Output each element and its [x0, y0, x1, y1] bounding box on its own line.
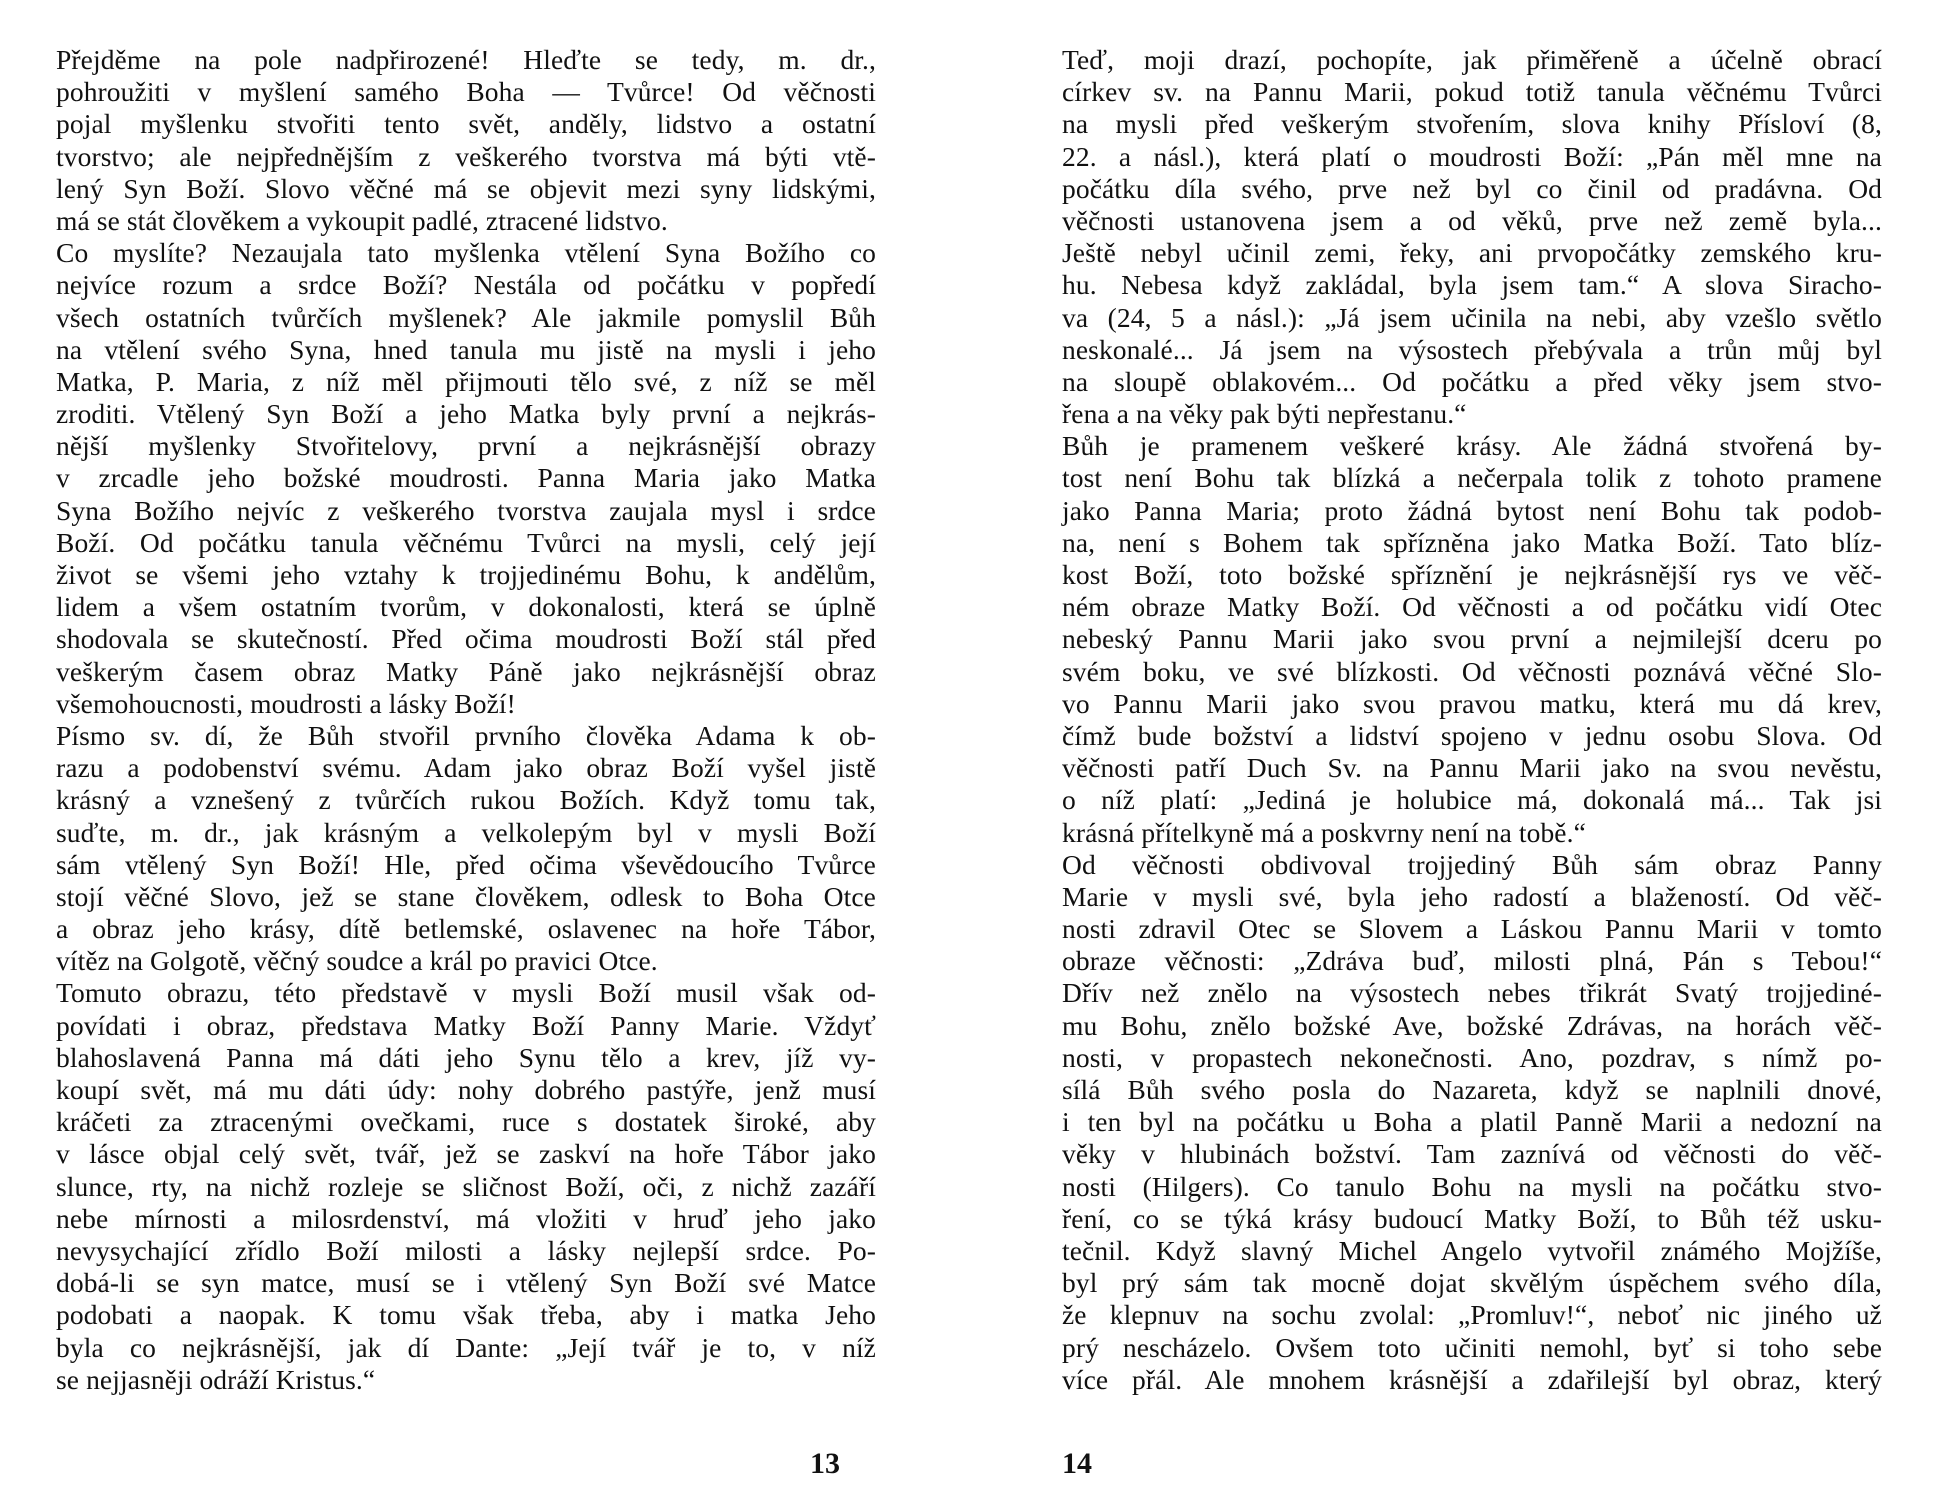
text-line: Přejděme na pole nadpřirozené! Hleďte se tedy, m. dr.,	[56, 44, 876, 75]
text-line: tvorstvo; ale nejpřednějším z veškerého tvorstva má býti vtě-	[56, 140, 876, 172]
text-line: Dřív než znělo na výsostech nebes třikrát Svatý trojjediné-	[1062, 977, 1882, 1009]
text-line: má se stát člověkem a vykoupit padlé, ztracené lidstvo.	[56, 204, 668, 236]
text-line: nebeský Pannu Marii jako svou první a nejmilejší dceru po	[1062, 623, 1882, 655]
left-page-number: 13	[810, 1447, 840, 1480]
text-line: suďte, m. dr., jak krásným a velkolepým byl v mysli Boží	[56, 816, 876, 848]
text-line: všemohoucnosti, moudrosti a lásky Boží!	[56, 687, 516, 719]
text-line: Tomuto obrazu, této představě v mysli Boží musil však od-	[56, 977, 876, 1009]
text-line: tečnil. Když slavný Michel Angelo vytvořil známého Mojžíše,	[1062, 1234, 1882, 1266]
text-line: zroditi. Vtělený Syn Boží a jeho Matka byly první a nejkrás-	[56, 398, 876, 430]
text-line: kost Boží, toto božské spříznění je nejkrásnější rys ve věč-	[1062, 559, 1882, 590]
text-line: Boží. Od počátku tanula věčnému Tvůrci na mysli, celý její	[56, 526, 876, 558]
text-line: lený Syn Boží. Slovo věčné má se objevit mezi syny lidskými,	[56, 172, 876, 204]
text-line: nejvíce rozum a srdce Boží? Nestála od počátku v popředí	[56, 269, 876, 301]
text-line: čímž bude božství a lidství spojeno v jednu osobu Slova. Od	[1062, 719, 1882, 751]
left-page-text	[56, 44, 876, 1396]
text-line: dobá-li se syn matce, musí se i vtělený Syn Boží své Matce	[56, 1267, 876, 1299]
text-line: v zrcadle jeho božské moudrosti. Panna Maria jako Matka	[56, 462, 876, 494]
text-line: ření, co se týká krásy budoucí Matky Boží, to Bůh též usku-	[1062, 1202, 1882, 1234]
text-line: krásná přítelkyně má a poskvrny není na tobě.“	[1062, 816, 1586, 848]
text-line: že klepnuv na sochu zvolal: „Promluv!“, neboť nic jiného už	[1062, 1299, 1882, 1331]
text-line: nebe mírnosti a milosrdenství, má vložiti v hruď jeho jako	[56, 1202, 876, 1234]
text-line: va (24, 5 a násl.): „Já jsem učinila na nebi, aby vzešlo světlo	[1062, 301, 1882, 333]
text-line: nější myšlenky Stvořitelovy, první a nejkrásnější obrazy	[56, 430, 876, 462]
right-page	[1000, 0, 1900, 1500]
text-line: lidem a všem ostatním tvorům, v dokonalosti, která se úplně	[56, 591, 876, 623]
text-line: 22. a násl.), která platí o moudrosti Boží: „Pán měl mne na	[1062, 140, 1882, 172]
text-line: slunce, rty, na nichž rozleje se sličnost Boží, oči, z nichž zazáří	[56, 1170, 876, 1202]
text-line: na mysli před veškerým stvořením, slova knihy Přísloví (8,	[1062, 108, 1882, 140]
text-line: hu. Nebesa když zakládal, byla jsem tam.“ A slova Siracho-	[1062, 269, 1882, 301]
text-line: kráčeti za ztracenými ovečkami, ruce s dostatek široké, aby	[56, 1106, 876, 1138]
text-line: na vtělení svého Syna, hned tanula mu jistě na mysli i jeho	[56, 333, 876, 365]
text-line: koupí svět, má mu dáti údy: nohy dobrého pastýře, jenž musí	[56, 1074, 876, 1105]
text-line: obraze věčnosti: „Zdráva buď, milosti plná, Pán s Tebou!“	[1062, 945, 1882, 977]
text-line: Syna Božího nejvíc z veškerého tvorstva zaujala mysl i srdce	[56, 494, 876, 526]
text-line: mu Bohu, znělo božské Ave, božské Zdrávas, na horách věč-	[1062, 1009, 1882, 1041]
text-line: i ten byl na počátku u Boha a platil Panně Marii a nedozní na	[1062, 1106, 1882, 1138]
text-line: shodovala se skutečností. Před očima moudrosti Boží stál před	[56, 623, 876, 655]
text-line: svém boku, ve své blízkosti. Od věčnosti poznává věčné Slo-	[1062, 655, 1882, 687]
right-page-text	[1062, 44, 1882, 1396]
text-line: Písmo sv. dí, že Bůh stvořil prvního člověka Adama k ob-	[56, 719, 876, 751]
text-line: počátku díla svého, prve než byl co činil od pradávna. Od	[1062, 172, 1882, 204]
text-line: byla co nejkrásnější, jak dí Dante: „Její tvář je to, v níž	[56, 1331, 876, 1363]
text-line: povídati i obraz, představa Matky Boží Panny Marie. Vždyť	[56, 1009, 876, 1041]
text-line: více přál. Ale mnohem krásnější a zdařilejší byl obraz, který	[1062, 1363, 1882, 1395]
text-line: podobati a naopak. K tomu však třeba, aby i matka Jeho	[56, 1299, 876, 1331]
text-line: v lásce objal celý svět, tvář, jež se zaskví na hoře Tábor jako	[56, 1138, 876, 1170]
text-line: a obraz jeho krásy, dítě betlemské, oslavenec na hoře Tábor,	[56, 913, 876, 945]
text-line: prý nescházelo. Ovšem toto učiniti nemohl, byť si toho sebe	[1062, 1331, 1882, 1363]
text-line: pojal myšlenku stvořiti tento svět, anděly, lidstvo a ostatní	[56, 108, 876, 140]
text-line: jako Panna Maria; proto žádná bytost není Bohu tak podob-	[1062, 494, 1882, 526]
text-line: věčnosti ustanovena jsem a od věků, prve než země byla...	[1062, 204, 1882, 236]
text-line: na sloupě oblakovém... Od počátku a před věky jsem stvo-	[1062, 365, 1882, 397]
text-line: Od věčnosti obdivoval trojjediný Bůh sám obraz Panny	[1062, 848, 1882, 880]
text-line: nevysychající zřídlo Boží milosti a lásky nejlepší srdce. Po-	[56, 1234, 876, 1266]
text-line: byl prý sám tak mocně dojat skvělým úspěchem svého díla,	[1062, 1267, 1882, 1299]
text-line: se nejjasněji odráží Kristus.“	[56, 1363, 376, 1395]
text-line: Teď, moji drazí, pochopíte, jak přiměřeně a účelně obrací	[1062, 44, 1882, 75]
text-line: razu a podobenství svému. Adam jako obraz Boží vyšel jistě	[56, 752, 876, 784]
text-line: tost není Bohu tak blízká a nečerpala tolik z tohoto pramene	[1062, 462, 1882, 494]
text-line: Matka, P. Maria, z níž měl přijmouti tělo své, z níž se měl	[56, 365, 876, 397]
text-line: neskonalé... Já jsem na výsostech přebývala a trůn můj byl	[1062, 333, 1882, 365]
text-line: ném obraze Matky Boží. Od věčnosti a od počátku vidí Otec	[1062, 591, 1882, 623]
text-line: krásný a vznešený z tvůrčích rukou Božích. Když tomu tak,	[56, 784, 876, 816]
text-line: věčnosti patří Duch Sv. na Pannu Marii jako na svou nevěstu,	[1062, 752, 1882, 784]
text-line: Ještě nebyl učinil zemi, řeky, ani prvopočátky zemského kru-	[1062, 237, 1882, 269]
text-line: nosti zdravil Otec se Slovem a Láskou Pannu Marii v tomto	[1062, 913, 1882, 945]
text-line: Marie v mysli své, byla jeho radostí a blažeností. Od věč-	[1062, 880, 1882, 912]
text-line: život se všemi jeho vztahy k trojjedinému Bohu, k andělům,	[56, 559, 876, 590]
text-line: Bůh je pramenem veškeré krásy. Ale žádná stvořená by-	[1062, 430, 1882, 462]
text-line: o níž platí: „Jediná je holubice má, dokonalá má... Tak jsi	[1062, 784, 1882, 816]
text-line: nosti, v propastech nekonečnosti. Ano, pozdrav, s nímž po-	[1062, 1041, 1882, 1073]
text-line: řena a na věky pak býti nepřestanu.“	[1062, 398, 1467, 430]
text-line: vítěz na Golgotě, věčný soudce a král po pravici Otce.	[56, 945, 658, 977]
text-line: veškerým časem obraz Matky Páně jako nejkrásnější obraz	[56, 655, 876, 687]
text-line: vo Pannu Marii jako svou pravou matku, která mu dá krev,	[1062, 687, 1882, 719]
left-page	[0, 0, 900, 1500]
text-line: nosti (Hilgers). Co tanulo Bohu na mysli na počátku stvo-	[1062, 1170, 1882, 1202]
text-line: na, není s Bohem tak spřízněna jako Matka Boží. Tato blíz-	[1062, 526, 1882, 558]
text-line: pohroužiti v myšlení samého Boha — Tvůrce! Od věčnosti	[56, 76, 876, 108]
text-line: církev sv. na Pannu Marii, pokud totiž tanula věčnému Tvůrci	[1062, 76, 1882, 108]
text-line: všech ostatních tvůrčích myšlenek? Ale jakmile pomyslil Bůh	[56, 301, 876, 333]
text-line: Co myslíte? Nezaujala tato myšlenka vtělení Syna Božího co	[56, 237, 876, 269]
right-page-number: 14	[1062, 1447, 1092, 1480]
text-line: sílá Bůh svého posla do Nazareta, když se naplnili dnové,	[1062, 1074, 1882, 1105]
text-line: blahoslavená Panna má dáti jeho Synu tělo a krev, jíž vy-	[56, 1041, 876, 1073]
text-line: stojí věčné Slovo, jež se stane člověkem, odlesk to Boha Otce	[56, 880, 876, 912]
text-line: sám vtělený Syn Boží! Hle, před očima vševědoucího Tvůrce	[56, 848, 876, 880]
text-line: věky v hlubinách božství. Tam zaznívá od věčnosti do věč-	[1062, 1138, 1882, 1170]
